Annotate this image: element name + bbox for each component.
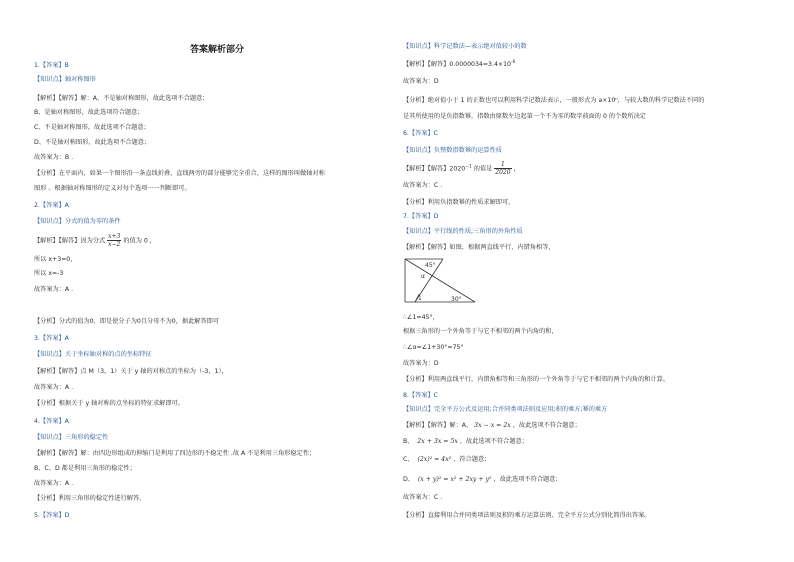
q5-solution — [403, 61, 515, 69]
q7-line2: 根据三角形的一个外角等于与它不相邻的两个内角的和， — [403, 328, 558, 335]
q8-final: 故答案为：C . — [403, 494, 443, 501]
q8-option-c — [403, 456, 490, 464]
q5-analysis-line2: 是其所使用的是负指数幂，指数由原数左边起第一个不为零的数字前面的 0 的个数所决定 — [403, 113, 646, 120]
q6-fraction-numerator: 1 — [494, 161, 511, 169]
q2-final: 故答案为：A . — [34, 286, 74, 293]
q7-line1: ∴∠1=45°， — [403, 314, 439, 321]
q3-answer: 3.【答案】A — [34, 335, 69, 342]
q4-final: 故答案为：A . — [34, 480, 74, 487]
q7-analysis: 【分析】利用两直线平行，内错角相等和三角形的一个外角等于与它不相邻的两个内角的和计算。 — [403, 376, 670, 383]
q4-analysis: 【分析】利用三角形的稳定性进行解答。 — [34, 495, 146, 502]
figure-label-45: 45° — [425, 262, 436, 269]
q5-final: 故答案为：D — [403, 78, 439, 85]
q2-fraction-numerator: x+3 — [108, 233, 121, 240]
q8-a-comment: ，故此选项不符合题意； — [512, 422, 581, 429]
page-title: 答案解析部分 — [190, 45, 245, 55]
q6-final: 故答案为：C . — [403, 182, 443, 189]
q7-knowledge-point: 【知识点】平行线的性质;三角形的外角性质 — [403, 228, 523, 235]
figure-diagonal-1 — [405, 259, 475, 302]
q1-option-d: D、不是轴对称图形，故此选项不合题意； — [34, 139, 151, 146]
q6-analysis: 【分析】利用负指数幂的性质求解即可。 — [403, 199, 515, 206]
q1-analysis-line1: 【分析】在平面内，如果一个图形沿一条直线折叠，直线两旁的部分能够完全重合，这样的图形叫做轴对称 — [34, 170, 325, 177]
q3-analysis: 【分析】根据关于 y 轴对称的点坐标的特征求解即可。 — [34, 400, 184, 407]
q4-knowledge-point: 【知识点】三角形的稳定性 — [34, 434, 109, 441]
q2-fraction — [107, 233, 121, 248]
q4-solution: 【解析】【解答】解：由四边形组成的伸缩门是利用了四边形的不稳定性 .故 A 不是利用三角形稳定性； — [34, 450, 316, 457]
q8-solution-a — [403, 422, 581, 430]
q3-final: 故答案为：A . — [34, 384, 74, 391]
q2-solution — [34, 233, 156, 248]
figure-label-30: 30° — [451, 296, 462, 303]
q8-b-prefix: B、 — [403, 438, 414, 445]
q2-fraction-denominator: x−2 — [108, 241, 121, 248]
q6-fraction — [494, 161, 511, 176]
q3-knowledge-point: 【知识点】关于坐标轴对称的点的坐标特征 — [34, 351, 152, 358]
q2-knowledge-point: 【知识点】分式的值为零的条件 — [34, 218, 121, 225]
q6-solution-mid: 的值是 — [473, 165, 493, 173]
q7-answer: 7.【答案】D — [403, 213, 439, 220]
q5-exponent: -6 — [510, 60, 516, 65]
q6-answer: 6.【答案】C — [403, 130, 438, 137]
q2-line2: 所以 x=-3 — [34, 270, 64, 277]
q8-option-d — [403, 476, 562, 484]
figure-label-1: 1 — [418, 295, 422, 302]
q6-solution-text: 【解析】【解答】2020 — [403, 165, 466, 173]
q2-line1: 所以 x+3=0， — [34, 256, 77, 263]
q8-d-formula: (x + y)² = x² + 2xy + y² — [417, 476, 492, 483]
q2-answer: 2.【答案】A — [34, 202, 69, 209]
q8-knowledge-point: 【知识点】完全平方公式及运用;合并同类项法则及应用;积的乘方;幂的乘方 — [403, 406, 608, 413]
q6-exponent: −1 — [465, 164, 472, 170]
q1-option-c: C、不是轴对称图形，故此选项不合题意； — [34, 124, 150, 131]
q8-b-comment: ，故此选项不符合题意； — [459, 438, 528, 445]
q1-option-b: B、是轴对称图形，故此选项符合题意； — [34, 109, 144, 116]
q8-c-formula: (2x)² = 4x² — [417, 456, 452, 463]
q6-solution-end: ， — [513, 165, 520, 173]
q3-solution: 【解析】【解答】点 M（3，1）关于 y 轴的对称点的坐标为（-3，1）， — [34, 368, 228, 375]
q6-solution — [403, 161, 520, 176]
q1-solution: 【解析】【解答】解：A、不是轴对称图形，故此选项不合题意； — [34, 95, 209, 102]
q5-solution-text: 【解析】【解答】0.0000034=3.4×10 — [403, 61, 511, 68]
q8-option-b — [403, 438, 528, 446]
q5-analysis-line1: 【分析】绝对值小于 1 的正数也可以利用科学记数法表示，一般形式为 a×10ⁿ，与较大数的科学记数法不同的 — [403, 97, 705, 104]
q8-analysis: 【分析】直接利用合并同类项法则及积的乘方运算法则、完全平方公式分别化简得出答案。 — [403, 512, 651, 519]
q1-answer: 1.【答案】B — [34, 62, 69, 69]
q6-knowledge-point: 【知识点】负整数指数幂的运算性质 — [403, 147, 502, 154]
q8-d-comment: ，故此选项不符合题意； — [493, 476, 562, 483]
q8-b-formula: 2x + 3x = 5x — [417, 438, 458, 445]
q7-final: 故答案为：D — [403, 360, 439, 367]
q2-analysis: 【分析】分式的值为0，即是使分子为0且分母不为0，据此解答即可 — [34, 318, 220, 325]
q5-answer: 5.【答案】D — [34, 512, 70, 519]
q6-fraction-denominator: 2020 — [495, 169, 511, 176]
q7-geometry-figure — [403, 256, 479, 308]
q8-a-formula: 3x − x = 2x — [474, 422, 511, 429]
q7-solution: 【解析】【解答】如图，根据两直线平行，内错角相等， — [403, 244, 555, 251]
left-column — [34, 0, 394, 562]
q2-solution-text2: 的值为 0 ， — [123, 237, 156, 245]
q1-analysis-line2: 图形 。根据轴对称图形的定义对每个选项一一判断即可。 — [34, 185, 191, 192]
q1-knowledge-point: 【知识点】轴对称图形 — [34, 76, 96, 83]
q8-answer: 8.【答案】C — [403, 392, 438, 399]
q7-line3: ∴∠α=∠1+30°=75° — [403, 344, 464, 351]
q1-final: 故答案为：B . — [34, 154, 74, 161]
q8-c-prefix: C、 — [403, 456, 414, 463]
figure-label-alpha: α — [421, 273, 425, 280]
q4-answer: 4.【答案】A — [34, 418, 69, 425]
q8-d-prefix: D、 — [403, 476, 414, 483]
q4-option-bcd: B、C、D 都是利用三角形的稳定性； — [34, 465, 136, 472]
q2-solution-text: 【解析】【解答】因为分式 — [34, 237, 106, 245]
right-column — [403, 0, 773, 562]
q8-solution-text: 【解析】【解答】解：A、 — [403, 422, 473, 429]
q5-knowledge-point: 【知识点】科学记数法—表示绝对值较小的数 — [403, 43, 527, 50]
q8-c-comment: ，符合题意； — [453, 456, 491, 463]
